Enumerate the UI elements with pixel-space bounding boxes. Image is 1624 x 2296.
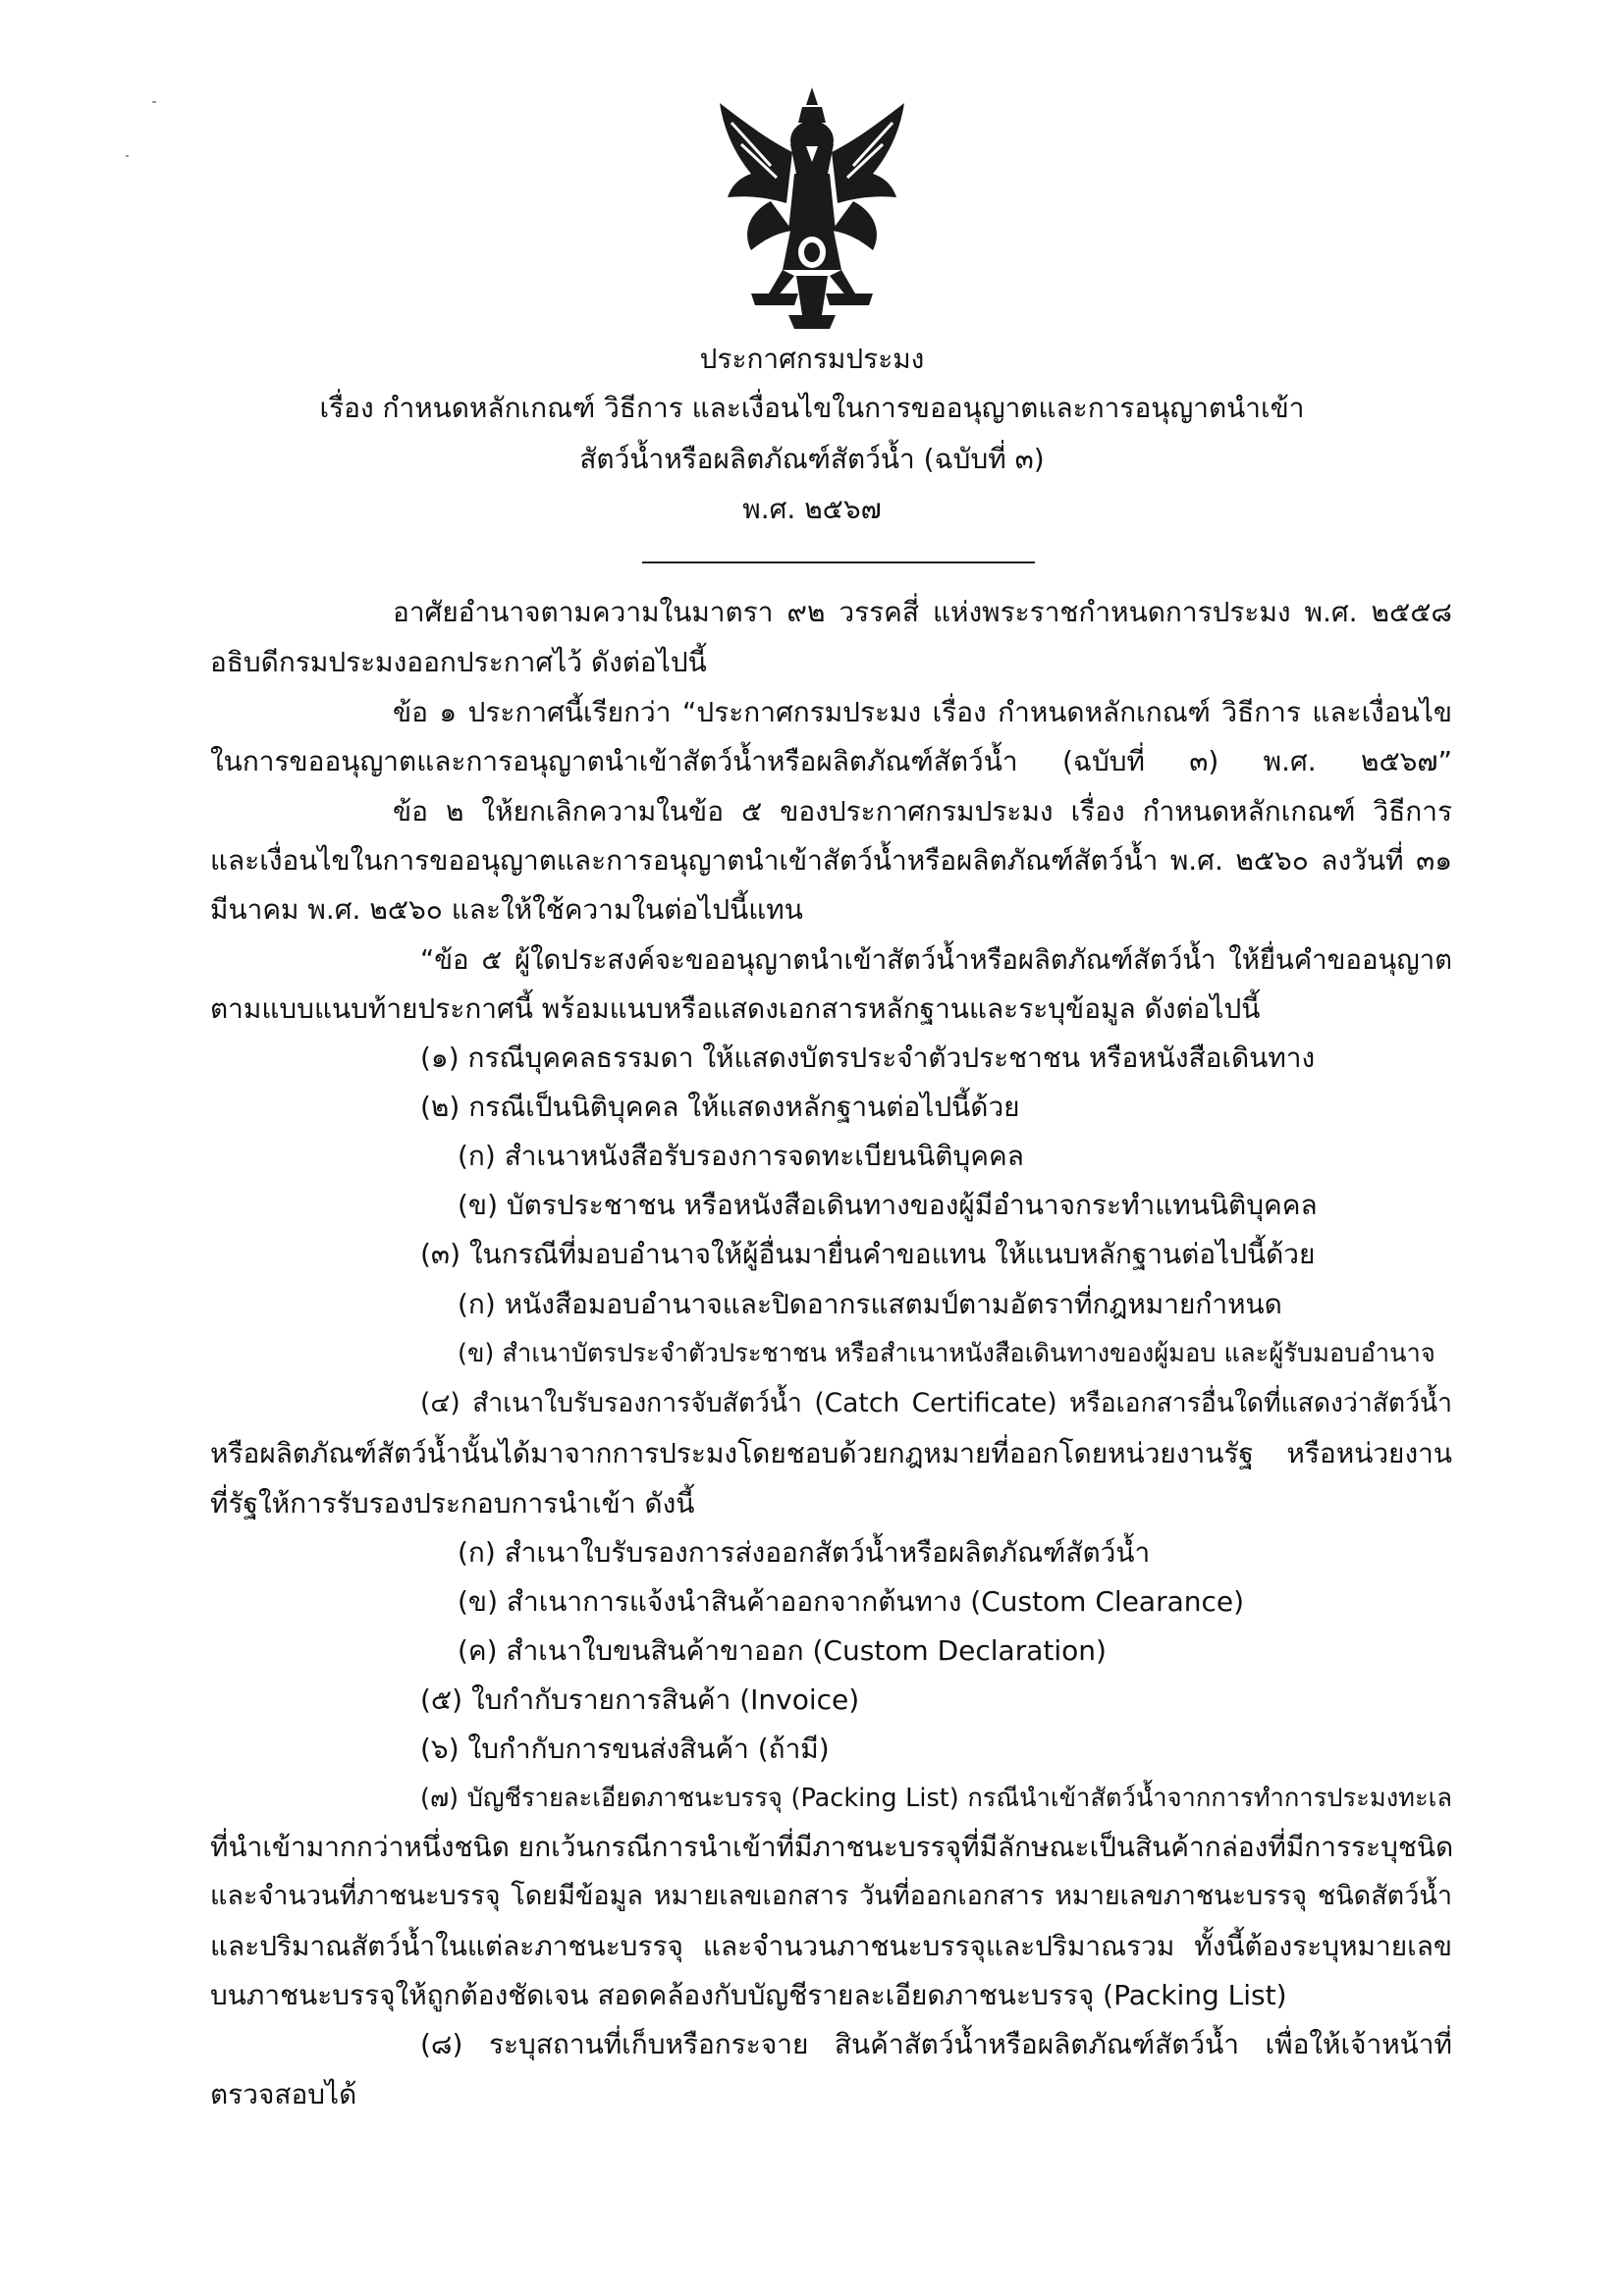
announcement-subject-line-2: สัตว์น้ำหรือผลิตภัณฑ์สัตว์น้ำ (ฉบับที่ ๓)	[579, 443, 1045, 475]
body-line: “ข้อ ๕ ผู้ใดประสงค์จะขออนุญาตนำเข้าสัตว์น้ำหรือผลิตภัณฑ์สัตว์น้ำ ให้ยื่นคำขออนุญาต	[420, 944, 1452, 976]
body-line: (ข) สำเนาการแจ้งนำสินค้าออกจากต้นทาง (Custom Clearance)	[458, 1585, 1245, 1618]
body-line: (ก) หนังสือมอบอำนาจและปิดอากรแสตมป์ตามอัตราที่กฎหมายกำหนด	[458, 1288, 1282, 1320]
scan-mark	[126, 155, 129, 157]
garuda-emblem-icon	[712, 83, 913, 334]
body-line: (๘) ระบุสถานที่เก็บหรือกระจาย สินค้าสัตว์น้ำหรือผลิตภัณฑ์สัตว์น้ำ เพื่อให้เจ้าหน้าที่	[420, 2028, 1452, 2060]
body-line: ตามแบบแนบท้ายประกาศนี้ พร้อมแนบหรือแสดงเอกสารหลักฐานและระบุข้อมูล ดังต่อไปนี้	[210, 992, 1261, 1025]
body-line: (๒) กรณีเป็นนิติบุคคล ให้แสดงหลักฐานต่อไปนี้ด้วย	[420, 1091, 1020, 1123]
body-line: ในการขออนุญาตและการอนุญาตนำเข้าสัตว์น้ำหรือผลิตภัณฑ์สัตว์น้ำ (ฉบับที่ ๓) พ.ศ. ๒๕๖๗”	[210, 745, 1452, 777]
announcement-subject-line-1: เรื่อง กำหนดหลักเกณฑ์ วิธีการ และเงื่อนไขในการขออนุญาตและการอนุญาตนำเข้า	[319, 392, 1305, 424]
body-line: (๖) ใบกำกับการขนส่งสินค้า (ถ้ามี)	[420, 1733, 830, 1765]
body-line: (๓) ในกรณีที่มอบอำนาจให้ผู้อื่นมายื่นคำขอแทน ให้แนบหลักฐานต่อไปนี้ด้วย	[420, 1238, 1316, 1270]
body-line: และปริมาณสัตว์น้ำในแต่ละภาชนะบรรจุ และจำนวนภาชนะบรรจุและปริมาณรวม ทั้งนี้ต้องระบุหมายเลข	[210, 1930, 1452, 1962]
body-line: อาศัยอำนาจตามความในมาตรา ๙๒ วรรคสี่ แห่งพระราชกำหนดการประมง พ.ศ. ๒๕๕๘	[393, 596, 1452, 628]
body-line: (ข) บัตรประชาชน หรือหนังสือเดินทางของผู้มีอำนาจกระทำแทนนิติบุคคล	[458, 1189, 1318, 1221]
body-line: หรือผลิตภัณฑ์สัตว์น้ำนั้นได้มาจากการประมงโดยชอบด้วยกฎหมายที่ออกโดยหน่วยงานรัฐ หรือหน่วยงาน	[210, 1437, 1452, 1469]
body-line: (ค) สำเนาใบขนสินค้าขาออก (Custom Declaration)	[458, 1634, 1107, 1667]
body-line: ข้อ ๒ ให้ยกเลิกความในข้อ ๕ ของประกาศกรมประมง เรื่อง กำหนดหลักเกณฑ์ วิธีการ	[393, 795, 1452, 828]
body-line: และจำนวนที่ภาชนะบรรจุ โดยมีข้อมูล หมายเลขเอกสาร วันที่ออกเอกสาร หมายเลขภาชนะบรรจุ ชนิดสัตว์น้ำ	[210, 1881, 1452, 1911]
body-line: และเงื่อนไขในการขออนุญาตและการอนุญาตนำเข้าสัตว์น้ำหรือผลิตภัณฑ์สัตว์น้ำ พ.ศ. ๒๕๖๐ ลงวันที่ ๓๑	[210, 844, 1452, 877]
body-line: (๗) บัญชีรายละเอียดภาชนะบรรจุ (Packing List) กรณีนำเข้าสัตว์น้ำจากการทำการประมงทะเล	[420, 1784, 1452, 1813]
body-line: อธิบดีกรมประมงออกประกาศไว้ ดังต่อไปนี้	[210, 646, 707, 678]
body-line: (๑) กรณีบุคคลธรรมดา ให้แสดงบัตรประจำตัวประชาชน หรือหนังสือเดินทาง	[420, 1041, 1316, 1074]
body-line: (ก) สำเนาหนังสือรับรองการจดทะเบียนนิติบุคคล	[458, 1140, 1024, 1172]
body-line: ตรวจสอบได้	[210, 2078, 357, 2110]
announcement-year: พ.ศ. ๒๕๖๗	[742, 493, 882, 525]
body-line: มีนาคม พ.ศ. ๒๕๖๐ และให้ใช้ความในต่อไปนี้แทน	[210, 893, 803, 926]
body-line: ที่รัฐให้การรับรองประกอบการนำเข้า ดังนี้	[210, 1487, 695, 1520]
body-line: (ก) สำเนาใบรับรองการส่งออกสัตว์น้ำหรือผลิตภัณฑ์สัตว์น้ำ	[458, 1536, 1151, 1569]
announcement-title: ประกาศกรมประมง	[699, 343, 925, 375]
body-line: ข้อ ๑ ประกาศนี้เรียกว่า “ประกาศกรมประมง เรื่อง กำหนดหลักเกณฑ์ วิธีการ และเงื่อนไข	[393, 696, 1452, 728]
body-line: (ข) สำเนาบัตรประจำตัวประชาชน หรือสำเนาหนังสือเดินทางของผู้มอบ และผู้รับมอบอำนาจ	[458, 1339, 1435, 1368]
body-line: บนภาชนะบรรจุให้ถูกต้องชัดเจน สอดคล้องกับบัญชีรายละเอียดภาชนะบรรจุ (Packing List)	[210, 1979, 1287, 2011]
body-line: (๕) ใบกำกับรายการสินค้า (Invoice)	[420, 1683, 860, 1716]
header-divider	[642, 561, 1035, 563]
body-line: (๔) สำเนาใบรับรองการจับสัตว์น้ำ (Catch Certificate) หรือเอกสารอื่นใดที่แสดงว่าสัตว์น้ำ	[420, 1388, 1452, 1418]
body-line: ที่นำเข้ามากกว่าหนึ่งชนิด ยกเว้นกรณีการนำเข้าที่มีภาชนะบรรจุที่มีลักษณะเป็นสินค้ากล่องที่มีการระบุชนิด	[210, 1831, 1454, 1863]
scan-mark	[152, 101, 156, 103]
